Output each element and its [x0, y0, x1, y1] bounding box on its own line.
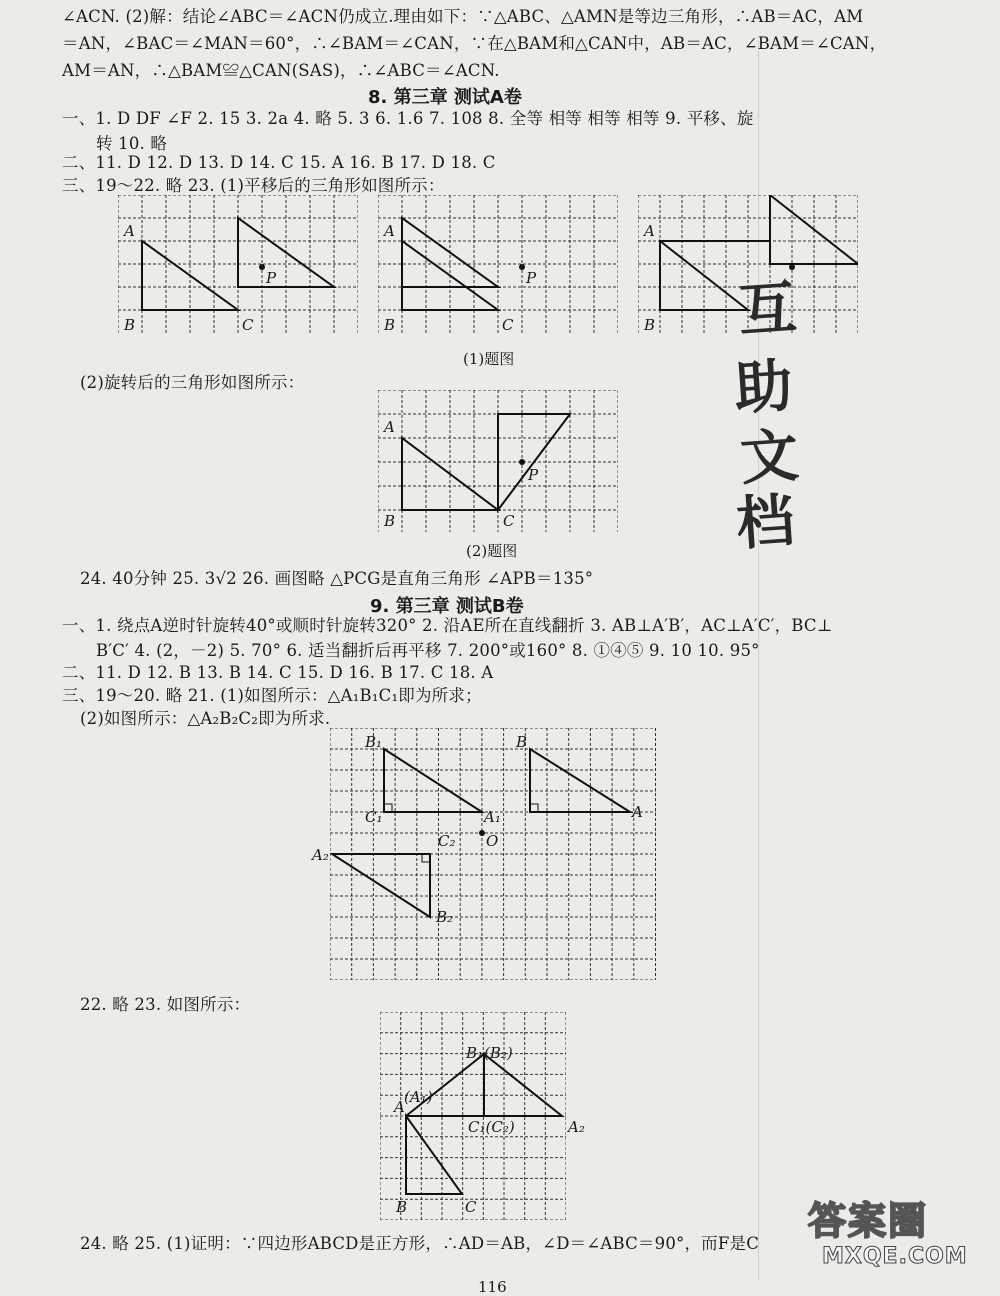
handwriting-char-3: 文: [738, 421, 801, 493]
text-line-3: AM＝AN，∴△BAM≌△CAN(SAS)，∴∠ABC＝∠ACN.: [62, 61, 500, 80]
text-line-12: B′C′ 4. (2，－2) 5. 70° 6. 适当翻折后再平移 7. 200°或160° 8. ①④⑤ 9. 10 10. 95°: [96, 641, 760, 660]
text-line-2: ＝AN，∠BAC＝∠MAN＝60°，∴∠BAM＝∠CAN，∵在△BAM和△CAN中，AB＝AC，∠BAM＝∠CAN，: [62, 34, 887, 53]
label-B: B: [396, 1198, 408, 1216]
label-A: A: [644, 222, 655, 240]
label-P: P: [528, 466, 539, 484]
label-A: A: [124, 222, 135, 240]
text-line-9: (2)旋转后的三角形如图所示：: [80, 373, 305, 392]
translation-figure-2: [378, 195, 618, 335]
label-A2: A₂: [568, 1118, 585, 1136]
label-C: C: [503, 512, 515, 530]
label-A1: A₁: [484, 808, 501, 826]
section-heading-8: 8. 第三章 测试A卷: [368, 87, 522, 108]
label-B: B: [384, 316, 396, 334]
label-A: A: [394, 1098, 405, 1116]
watermark-logo: [808, 1190, 988, 1286]
translation-figure-1: [118, 195, 358, 335]
page-number: 116: [478, 1278, 507, 1296]
text-line-13: 二、11. D 12. B 13. B 14. C 15. D 16. B 17. C 18. A: [62, 663, 494, 682]
label-C: C: [465, 1198, 477, 1216]
label-C2: C₂: [438, 832, 456, 850]
handwriting-char-1: 互: [736, 273, 799, 345]
label-B2: B₂: [436, 908, 454, 926]
watermark-url: MXQE.COM: [822, 1244, 968, 1269]
rotation-figure: [378, 390, 618, 532]
handwriting-char-4: 档: [734, 486, 797, 558]
label-B1: B₁: [466, 1044, 484, 1062]
label-A-A1: (A₁): [404, 1088, 433, 1106]
label-B-B2: (B₂): [484, 1044, 513, 1062]
text-line-7: 二、11. D 12. D 13. D 14. C 15. A 16. B 17. D 18. C: [62, 153, 496, 172]
text-line-5: 一、1. D DF ∠F 2. 15 3. 2a 4. 略 5. 3 6. 1.6 7. 108 8. 全等 相等 相等 相等 9. 平移、旋: [62, 109, 754, 128]
label-A: A: [632, 803, 643, 821]
label-B: B: [124, 316, 136, 334]
label-P: P: [266, 269, 277, 287]
label-C: C: [242, 316, 254, 334]
text-line-11: 一、1. 绕点A逆时针旋转40°或顺时针旋转320° 2. 沿AE所在直线翻折 3. AB⊥A′B′，AC⊥A′C′，BC⊥: [62, 616, 833, 635]
label-A: A: [384, 222, 395, 240]
label-A2: A₂: [312, 846, 329, 864]
label-C: C: [502, 316, 514, 334]
text-line-10: 24. 40分钟 25. 3√2 26. 画图略 △PCG是直角三角形 ∠APB＝135°: [80, 569, 594, 588]
label-B: B: [644, 316, 656, 334]
label-P: P: [526, 269, 537, 287]
text-line-8: 三、19～22. 略 23. (1)平移后的三角形如图所示：: [62, 176, 445, 195]
label-C1-C2: C₁(C₂): [468, 1118, 515, 1136]
symmetry-figure: [330, 728, 656, 980]
text-line-16: 22. 略 23. 如图所示：: [80, 995, 251, 1014]
figure-caption-2: (2)题图: [466, 542, 518, 560]
watermark-brand: 答案圈: [808, 1199, 929, 1243]
label-C1: C₁: [365, 808, 383, 826]
figure-caption-1: (1)题图: [463, 350, 515, 368]
label-B: B: [516, 733, 528, 751]
text-line-17: 24. 略 25. (1)证明：∵四边形ABCD是正方形，∴AD＝AB，∠D＝∠ABC＝90°，而F是C: [80, 1234, 760, 1253]
label-O: O: [486, 832, 499, 850]
text-line-15: (2)如图所示：△A₂B₂C₂即为所求.: [80, 709, 331, 728]
text-line-1: ∠ACN. (2)解：结论∠ABC＝∠ACN仍成立.理由如下：∵△ABC、△AMN是等边三角形，∴AB＝AC，AM: [62, 7, 864, 26]
handwriting-char-2: 助: [732, 351, 795, 423]
label-A: A: [384, 418, 395, 436]
section-heading-9: 9. 第三章 测试B卷: [370, 596, 524, 617]
text-line-6: 转 10. 略: [96, 134, 168, 153]
label-B1: B₁: [365, 733, 383, 751]
label-B: B: [384, 512, 396, 530]
text-line-14: 三、19～20. 略 21. (1)如图所示：△A₁B₁C₁即为所求；: [62, 686, 482, 705]
